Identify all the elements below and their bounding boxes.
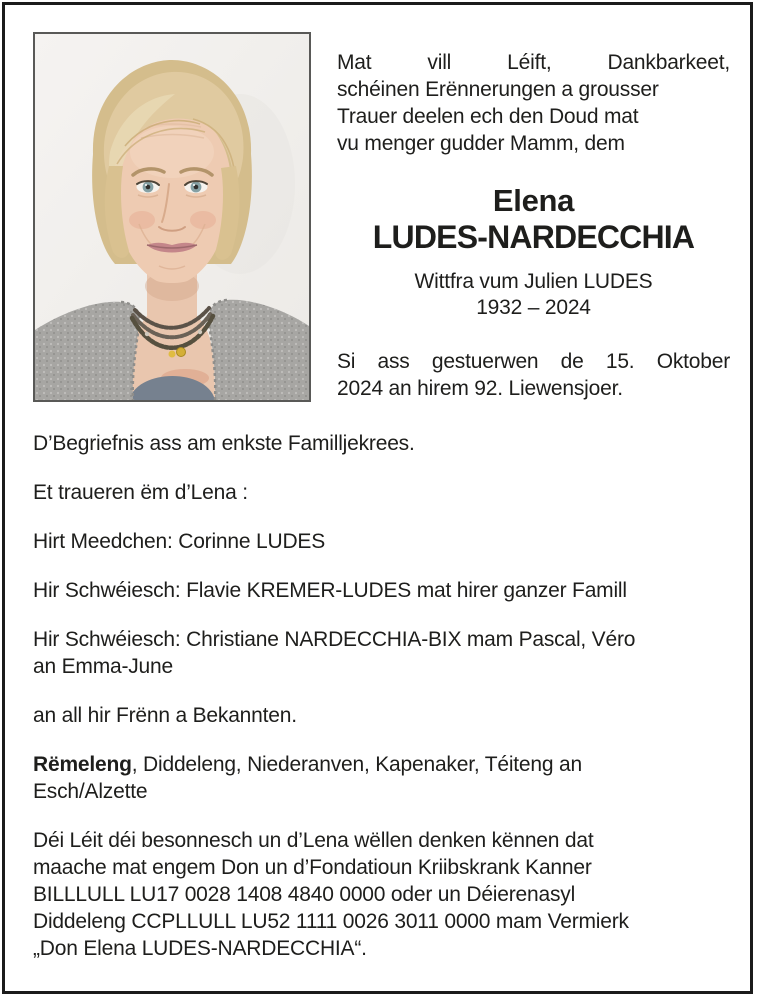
death-date-paragraph: Si ass gestuerwen de 15. Oktober 2024 an hirem 92. Liewensjoer. bbox=[337, 350, 730, 400]
places-bold-town: Rëmeleng bbox=[33, 753, 132, 776]
death-notice bbox=[2, 2, 753, 994]
life-years-line: 1932 – 2024 bbox=[476, 296, 591, 319]
places-line1 bbox=[33, 751, 730, 778]
intro-paragraph: Mat vill Léift, Dankbarkeet, schéinen Erënnerungen a grousser Trauer deelen ech den Doud mat vu menger gudder Mamm, dem bbox=[337, 51, 730, 155]
mourner-friends: an all hir Frënn a Bekannten. bbox=[33, 704, 297, 727]
places-paragraph bbox=[33, 751, 730, 805]
announcement-column bbox=[337, 32, 730, 402]
notice-body bbox=[33, 430, 730, 962]
deceased-name-block bbox=[337, 184, 730, 321]
mourner-daughter: Hirt Meedchen: Corinne LUDES bbox=[33, 530, 326, 553]
funeral-line: D’Begriefnis ass am enkste Familljekrees. bbox=[33, 432, 415, 455]
mourner-sister-in-law-flavie: Hir Schwéiesch: Flavie KREMER-LUDES mat hirer ganzer Famill bbox=[33, 579, 627, 602]
places-line2: Esch/Alzette bbox=[33, 780, 148, 803]
deceased-first-name: Elena bbox=[492, 183, 575, 218]
donation-paragraph: Déi Léit déi besonnesch un d’Lena wëllen denken kënnen dat maache mat engem Don un d’Fondatioun Kriibskrank Kanner BILLLULL LU17 0028 1408 4840 0000 oder un Déierenasyl Diddeleng CCPLLULL LU52 1111 0026 3011 0000 mam Vermierk „Don Elena LUDES-NARDECCHIA“. bbox=[33, 829, 629, 960]
mourner-sister-in-law-christiane: Hir Schwéiesch: Christiane NARDECCHIA-BIX mam Pascal, Véro an Emma-June bbox=[33, 628, 636, 678]
mourners-intro-line: Et traueren ëm d’Lena : bbox=[33, 481, 248, 504]
photo-frame bbox=[33, 32, 311, 402]
top-row bbox=[33, 32, 730, 402]
deceased-last-name: LUDES-NARDECCHIA bbox=[372, 219, 695, 255]
portrait-photo bbox=[35, 34, 309, 400]
widow-relation-line: Wittfra vum Julien LUDES bbox=[414, 270, 653, 293]
places-rest: , Diddeleng, Niederanven, Kapenaker, Téiteng an bbox=[131, 753, 582, 776]
